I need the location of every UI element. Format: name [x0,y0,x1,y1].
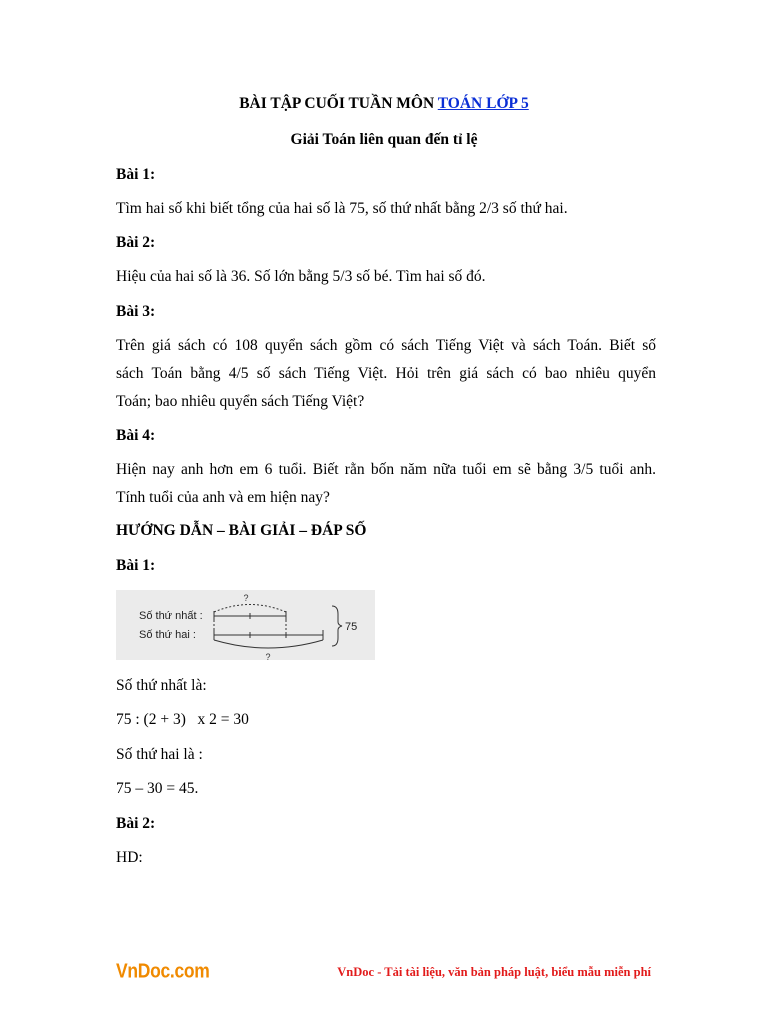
footer-tagline: VnDoc - Tải tài liệu, văn bản pháp luật, biểu mẫu miễn phí [337,965,651,979]
exercise-2-text: Hiệu của hai số là 36. Số lớn bằng 5/3 số bé. Tìm hai số đó. [116,268,486,285]
exercise-3-text [116,332,656,416]
exercise-4-heading: Bài 4: [116,427,156,444]
subject-link[interactable]: TOÁN LỚP 5 [437,95,529,112]
exercise-4-line: Hiện nay anh hơn em 6 tuổi. Biết rằn bốn năm nữa tuổi em sẽ bằng 3/5 tuổi anh. [116,461,656,478]
exercise-3-line: sách Toán bằng 4/5 số sách Tiếng Việt. Hỏi trên giá sách có bao nhiêu quyển [116,365,656,382]
document-title [0,94,768,114]
exercise-1-text: Tìm hai số khi biết tổng của hai số là 75, số thứ nhất bằng 2/3 số thứ hai. [116,200,568,217]
document-subtitle: Giải Toán liên quan đến tỉ lệ [290,131,478,148]
exercise-3-heading: Bài 3: [116,303,156,320]
step-2-calculation: 75 – 30 = 45. [116,780,199,797]
second-number-label: Số thứ hai : [139,629,196,641]
bottom-question-mark: ? [265,652,271,660]
exercise-3-line: Trên giá sách có 108 quyển sách gồm có sách Tiếng Việt và sách Toán. Biết số [116,337,656,354]
exercise-4-line: Tính tuổi của anh và em hiện nay? [116,489,330,506]
solutions-heading: HƯỚNG DẪN – BÀI GIẢI – ĐÁP SỐ [116,522,367,539]
top-question-mark: ? [243,593,249,603]
total-label: 75 [345,621,358,633]
exercise-1-heading: Bài 1: [116,166,156,183]
solution-2-hint: HD: [116,849,143,866]
exercise-4-text [116,456,656,512]
step-1-label: Số thứ nhất là: [116,677,207,694]
exercise-3-line: Toán; bao nhiêu quyển sách Tiếng Việt? [116,393,365,410]
segment-diagram [116,590,375,660]
step-2-label: Số thứ hai là : [116,746,203,763]
step-1-calculation: 75 : (2 + 3) x 2 = 30 [116,711,249,728]
vndoc-logo[interactable]: VnDoc.com [116,959,210,982]
solution-1-heading: Bài 1: [116,557,156,574]
exercise-2-heading: Bài 2: [116,234,156,251]
first-number-label: Số thứ nhất : [139,610,203,622]
title-text: BÀI TẬP CUỐI TUẦN MÔN [239,95,438,112]
solution-2-heading: Bài 2: [116,815,156,832]
